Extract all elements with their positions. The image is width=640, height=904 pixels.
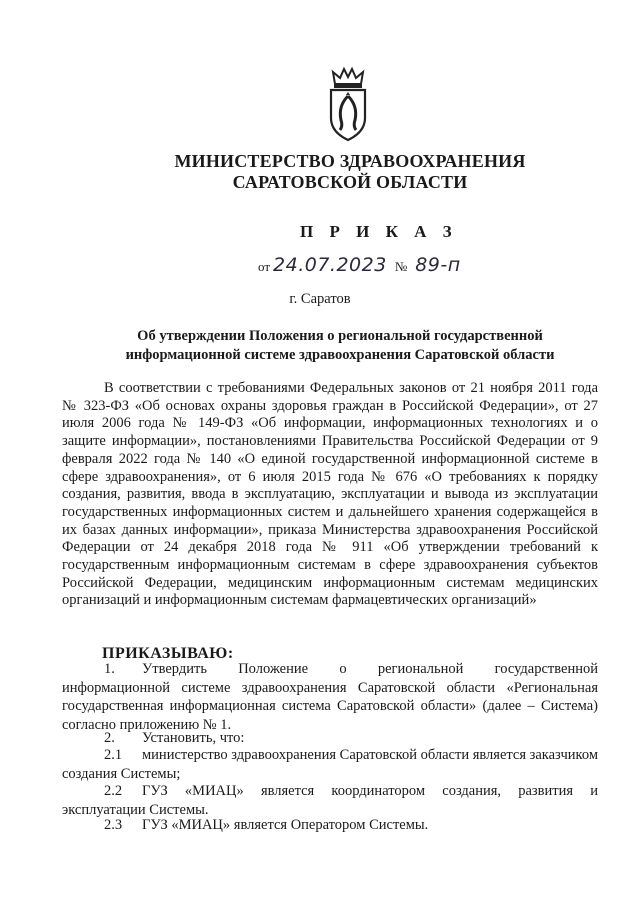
subject-line1: Об утверждении Положения о региональной государственной: [137, 328, 543, 344]
item-text: ГУЗ «МИАЦ» является Оператором Системы.: [142, 817, 429, 833]
order-item-2-2: [62, 782, 598, 819]
number-label: №: [394, 259, 408, 274]
order-subject: [110, 327, 570, 365]
coat-of-arms-emblem: [323, 66, 373, 144]
ministry-name-line2: САРАТОВСКОЙ ОБЛАСТИ: [232, 172, 468, 192]
from-label: от: [258, 259, 271, 274]
order-directive: ПРИКАЗЫВАЮ:: [102, 645, 234, 662]
document-title: П Р И К А З: [300, 222, 458, 241]
item-text: Утвердить Положение о региональной государственной информационной системе здравоохранения Саратовской области «Региональная государственная информационная система Саратовской области» (далее – Система) согласно приложению № 1.: [62, 661, 598, 733]
subject-line2: информационной системе здравоохранения Саратовской области: [125, 347, 555, 363]
order-number: 89-п: [415, 254, 461, 276]
item-number: 2.3: [104, 817, 123, 833]
item-number: 2.1: [104, 747, 123, 763]
item-number: 1.: [104, 661, 115, 677]
order-date: 24.07.2023: [273, 254, 387, 276]
ministry-name-line1: МИНИСТЕРСТВО ЗДРАВООХРАНЕНИЯ: [174, 151, 526, 171]
order-item-2-3: [62, 816, 598, 835]
order-item-2: [62, 729, 598, 748]
item-text: министерство здравоохранения Саратовской области является заказчиком создания Системы;: [62, 747, 598, 782]
order-item-2-1: [62, 746, 598, 783]
item-number: 2.2: [104, 783, 123, 799]
item-text: Установить, что:: [142, 730, 245, 746]
order-date-number: [258, 254, 461, 276]
item-number: 2.: [104, 730, 115, 746]
item-text: ГУЗ «МИАЦ» является координатором создания, развития и эксплуатации Системы.: [62, 783, 598, 818]
order-item-1: [62, 660, 598, 734]
preamble-paragraph: В соответствии с требованиями Федеральных законов от 21 ноября 2011 года № 323-ФЗ «Об основах охраны здоровья граждан в Российской Федерации», от 27 июля 2006 года № 149-ФЗ «Об информации, информационных технологиях и о защите информации», постановлениями Правительства Российской Федерации от 9 февраля 2022 года № 140 «О единой государственной информационной системе в сфере здравоохранения», от 6 июля 2015 года № 676 «О требованиях к порядку создания, развития, ввода в эксплуатацию, эксплуатации и вывода из эксплуатации государственных информационных систем и дальнейшего хранения содержащейся в их базах данных информации», приказа Министерства здравоохранения Российской Федерации от 24 декабря 2018 года № 911 «Об утверждении требований к государственным информационным системам в сфере здравоохранения субъектов Российской Федерации, медицинским информационным системам медицинских организаций и информационным системам фармацевтических организаций»: [62, 380, 598, 609]
city: г. Саратов: [289, 291, 351, 307]
